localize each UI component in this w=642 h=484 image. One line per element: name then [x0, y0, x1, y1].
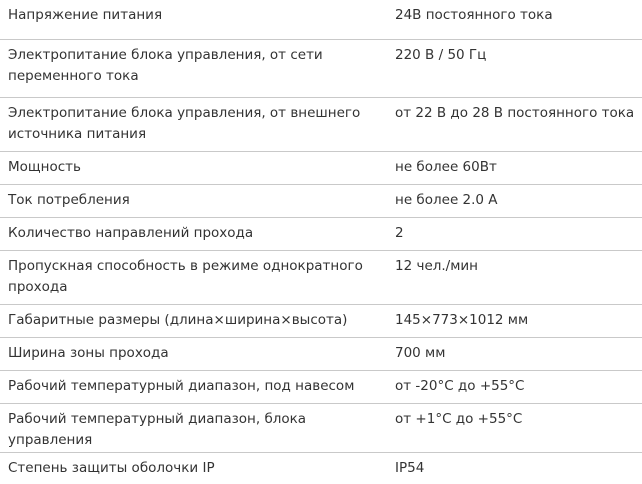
table-row — [0, 151, 642, 184]
param-value: 145×773×1012 мм — [387, 304, 642, 337]
table-row — [0, 403, 642, 452]
param-name: Пропускная способность в режиме однократного прохода — [0, 250, 387, 304]
param-name: Напряжение питания — [0, 0, 387, 39]
table-row — [0, 337, 642, 370]
param-name: Габаритные размеры (длина×ширина×высота) — [0, 304, 387, 337]
param-name: Степень защиты оболочки IP — [8, 459, 215, 476]
param-value: 2 — [387, 217, 642, 250]
param-name: Количество направлений прохода — [0, 217, 387, 250]
table-row — [0, 250, 642, 304]
param-name: Мощность — [0, 151, 387, 184]
table-row — [0, 452, 642, 484]
param-value: не более 2.0 А — [387, 184, 642, 217]
param-name: Ток потребления — [0, 184, 387, 217]
table-row — [0, 304, 642, 337]
param-value: от +1°С до +55°С — [387, 403, 642, 452]
param-value: не более 60Вт — [387, 151, 642, 184]
param-value: 12 чел./мин — [387, 250, 642, 304]
param-value: от 22 В до 28 В постоянного тока — [387, 97, 642, 151]
param-value: 700 мм — [387, 337, 642, 370]
table-row — [0, 0, 642, 39]
param-name: Ширина зоны прохода — [0, 337, 387, 370]
table-row — [0, 97, 642, 151]
param-value: IP54 — [395, 459, 425, 476]
table-row — [0, 184, 642, 217]
param-name: Электропитание блока управления, от внешнего источника питания — [0, 97, 387, 151]
table-row — [0, 39, 642, 97]
table-row — [0, 217, 642, 250]
param-name: Электропитание блока управления, от сети переменного тока — [0, 39, 387, 97]
param-name: Рабочий температурный диапазон, блока управления — [0, 403, 387, 452]
table-row — [0, 370, 642, 403]
param-name: Рабочий температурный диапазон, под навесом — [0, 370, 387, 403]
param-value: 24В постоянного тока — [387, 0, 642, 39]
param-value: 220 В / 50 Гц — [387, 39, 642, 97]
param-value: от -20°С до +55°С — [387, 370, 642, 403]
